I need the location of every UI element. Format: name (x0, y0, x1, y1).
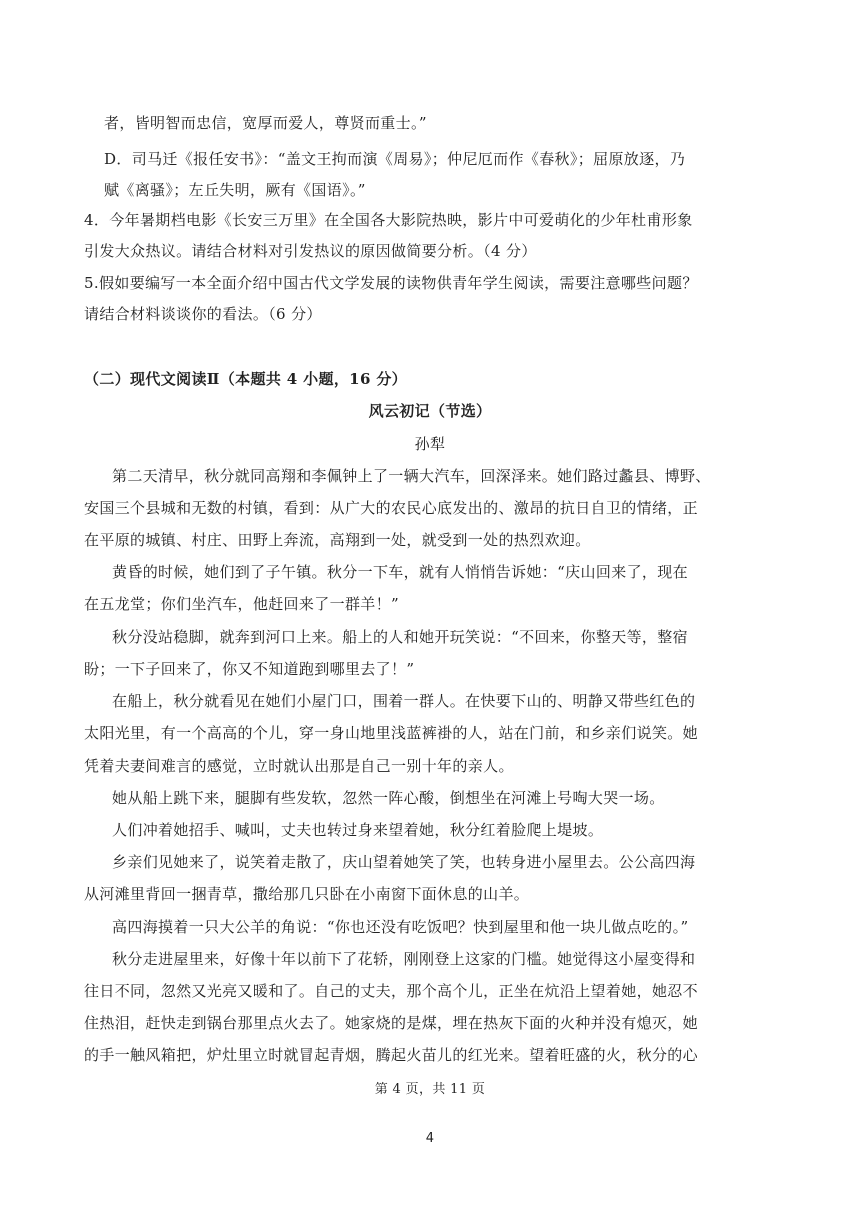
passage-line: 黄昏的时候，她们到了子午镇。秋分一下车，就有人悄悄告诉她：“庆山回来了，现在 (112, 563, 688, 581)
passage-line: 从河滩里背回一捆青草，撒给那几只卧在小南窗下面休息的山羊。 (84, 885, 530, 903)
passage-title: 风云初记（节选） (368, 402, 492, 420)
passage-line: 在五龙堂；你们坐汽车，他赶回来了一群羊！” (84, 595, 400, 613)
passage-line: 秋分没站稳脚，就奔到河口上来。船上的人和她开玩笑说：“不回来，你整天等，整宿 (112, 628, 688, 646)
passage-line: 的手一触风箱把，炉灶里立时就冒起青烟，腾起火苗儿的红光来。望着旺盛的火，秋分的心 (84, 1046, 699, 1064)
question-4-line-1: 4．今年暑期档电影《长安三万里》在全国各大影院热映，影片中可爱萌化的少年杜甫形象 (84, 211, 693, 229)
question-5-line-1: 5.假如要编写一本全面介绍中国古代文学发展的读物供青年学生阅读，需要注意哪些问题？ (84, 274, 698, 292)
option-d-line-2: 赋《离骚》；左丘失明，厥有《国语》。” (104, 181, 366, 199)
option-d-line-1: D．司马迁《报任安书》：“盖文王拘而演《周易》；仲尼厄而作《春秋》；屈原放逐，乃 (104, 150, 686, 168)
passage-line: 凭着夫妻间难言的感觉，立时就认出那是自己一别十年的亲人。 (84, 757, 514, 775)
option-c-continuation: 者，皆明智而忠信，宽厚而爱人，尊贤而重士。” (104, 114, 427, 132)
passage-line: 盼；一下子回来了，你又不知道跑到哪里去了！” (84, 660, 415, 678)
page-number: 4 (425, 1131, 435, 1146)
passage-line: 第二天清早，秋分就同高翔和李佩钟上了一辆大汽车，回深泽来。她们路过蠡县、博野、 (112, 467, 711, 485)
passage-line: 秋分走进屋里来，好像十年以前下了花轿，刚刚登上这家的门槛。她觉得这小屋变得和 (112, 950, 696, 968)
passage-line: 太阳光里，有一个高高的个儿，穿一身山地里浅蓝裤褂的人，站在门前，和乡亲们说笑。她 (84, 724, 699, 742)
passage-line: 在船上，秋分就看见在她们小屋门口，围着一群人。在快要下山的、明静又带些红色的 (112, 692, 696, 710)
page-footer-label: 第 4 页，共 11 页 (374, 1082, 486, 1097)
passage-line: 高四海摸着一只大公羊的角说：“你也还没有吃饭吧？快到屋里和他一块儿做点吃的。” (112, 918, 689, 936)
question-5-line-2: 请结合材料谈谈你的看法。（6 分） (84, 305, 322, 323)
passage-line: 安国三个县城和无数的村镇，看到：从广大的农民心底发出的、激昂的抗日自卫的情绪，正 (84, 499, 699, 517)
passage-author: 孙犁 (414, 435, 446, 453)
section-heading: （二）现代文阅读Ⅱ（本题共 4 小题，16 分） (84, 370, 408, 388)
passage-line: 乡亲们见她来了，说笑着走散了，庆山望着她笑了笑，也转身进小屋里去。公公高四海 (112, 853, 696, 871)
question-4-line-2: 引发大众热议。请结合材料对引发热议的原因做简要分析。（4 分） (84, 242, 537, 260)
passage-line: 往日不同，忽然又光亮又暖和了。自己的丈夫，那个高个儿，正坐在炕沿上望着她，她忍不 (84, 982, 699, 1000)
passage-line: 人们冲着她招手、喊叫，丈夫也转过身来望着她，秋分红着脸爬上堤坡。 (112, 821, 604, 839)
passage-line: 她从船上跳下来，腿脚有些发软，忽然一阵心酸，倒想坐在河滩上号啕大哭一场。 (112, 789, 665, 807)
passage-line: 住热泪，赶快走到锅台那里点火去了。她家烧的是煤，埋在热灰下面的火种并没有熄灭，她 (84, 1014, 699, 1032)
passage-line: 在平原的城镇、村庄、田野上奔流，高翔到一处，就受到一处的热烈欢迎。 (84, 531, 591, 549)
